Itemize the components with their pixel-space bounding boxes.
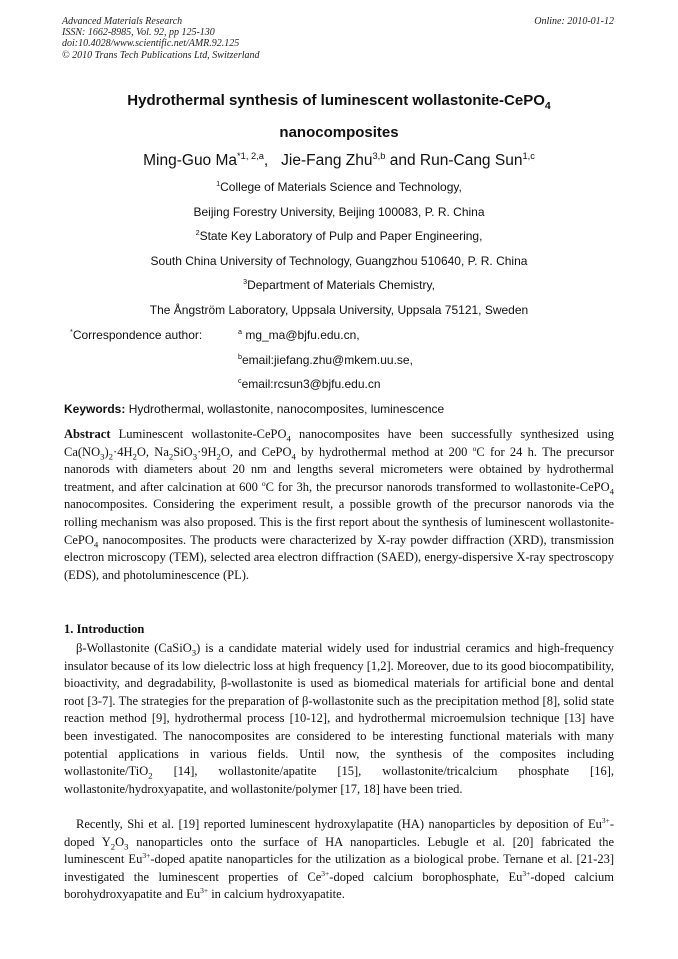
subscript: 4 bbox=[291, 451, 296, 462]
abstract-paragraph bbox=[64, 426, 614, 584]
author-and: and bbox=[385, 152, 420, 169]
abstract-text: by hydrothermal method at 200 bbox=[295, 444, 473, 459]
superscript: o bbox=[472, 443, 477, 453]
correspondence-email bbox=[238, 353, 413, 367]
body-text: [14], wollastonite/apatite [15], wollastonite/tricalcium phosphate [16], wollastonite/hydroxyapatite, and wollastonite/polymer [17, 18] have been tried. bbox=[64, 764, 614, 796]
affiliation-text: State Key Laboratory of Pulp and Paper Engineering, bbox=[199, 229, 483, 243]
superscript: 3+ bbox=[200, 886, 209, 896]
abstract-text: nanocomposites have been successfully synthesized using Ca(NO bbox=[64, 427, 614, 459]
body-text: β-Wollastonite (CaSiO bbox=[76, 641, 192, 655]
abstract-text: nanocomposites. Considering the experiment result, a possible growth of the precursor nanorods via the rolling mechanism was also proposed. This is the first report about the synthesis of luminescent wollastonite-CePO bbox=[64, 497, 614, 547]
superscript: 3+ bbox=[321, 868, 330, 878]
subscript: 4 bbox=[93, 539, 99, 550]
affiliation-line: Beijing Forestry University, Beijing 100083, P. R. China bbox=[193, 205, 485, 219]
paper-title-line1 bbox=[0, 92, 678, 112]
affiliation-text: College of Materials Science and Technology, bbox=[220, 180, 462, 194]
intro-paragraph-2 bbox=[64, 816, 614, 904]
affiliation-line: The Ångström Laboratory, Uppsala University, Uppsala 75121, Sweden bbox=[149, 303, 529, 317]
body-text: -doped calcium borophosphate, Eu bbox=[329, 869, 523, 884]
subscript: 3 bbox=[124, 841, 129, 852]
correspondence-label bbox=[70, 328, 202, 342]
author-3: Run-Cang Sun bbox=[419, 152, 523, 169]
superscript: 3+ bbox=[601, 815, 610, 825]
subscript: 4 bbox=[286, 433, 291, 444]
author-list bbox=[0, 152, 678, 170]
subscript: 3 bbox=[100, 451, 105, 462]
title-text: Hydrothermal synthesis of luminescent wollastonite-CePO bbox=[127, 92, 545, 109]
author-3-affil: 1,c bbox=[522, 150, 535, 161]
journal-name: Advanced Materials Research bbox=[62, 16, 183, 27]
intro-paragraph-1 bbox=[64, 640, 614, 798]
body-text: nanoparticles onto the surface of HA nanoparticles. Lebugle et al. [20] fabricated the luminescent Eu bbox=[64, 834, 614, 867]
author-1-affil: *1, 2,a bbox=[237, 150, 264, 161]
subscript: 2 bbox=[132, 451, 137, 462]
affiliation-line: South China University of Technology, Guangzhou 510640, P. R. China bbox=[150, 254, 528, 268]
subscript: 2 bbox=[216, 451, 221, 462]
body-text: -doped apatite nanoparticles for the utilization as a biological probe. Ternane et al. [21-23] investigated the luminescent properties of Ce bbox=[64, 852, 614, 884]
affiliation-marker: 2 bbox=[195, 228, 200, 237]
abstract-text: Luminescent wollastonite-CePO bbox=[110, 427, 287, 441]
affiliation-line bbox=[0, 278, 678, 292]
journal-header bbox=[62, 16, 260, 61]
superscript: 3+ bbox=[142, 851, 151, 861]
subscript: 2 bbox=[148, 770, 153, 781]
title-subscript: 4 bbox=[544, 100, 551, 112]
body-text: O bbox=[115, 834, 125, 849]
author-2: Jie-Fang Zhu bbox=[281, 152, 373, 169]
correspondence-email bbox=[238, 328, 360, 342]
body-text: in calcium hydroxyapatite. bbox=[208, 887, 345, 902]
journal-copyright: © 2010 Trans Tech Publications Ltd, Switzerland bbox=[62, 49, 260, 61]
subscript: 2 bbox=[108, 451, 114, 462]
author-2-affil: 3,b bbox=[372, 150, 386, 161]
superscript: o bbox=[261, 478, 266, 488]
abstract-text: O, Na bbox=[136, 444, 169, 459]
body-text: -doped Y bbox=[64, 817, 614, 849]
affiliation-marker: 1 bbox=[216, 179, 221, 188]
keywords-label: Keywords: bbox=[64, 402, 126, 416]
abstract-text: SiO bbox=[173, 444, 193, 459]
subscript: 4 bbox=[609, 486, 614, 497]
abstract-text: nanocomposites. The products were characterized by X-ray powder diffraction (XRD), transmission electron microscopy (TEM), selected area electron diffraction (SAED), energy-dispersive X-ray spectroscopy (EDS), and photoluminescence (PL). bbox=[64, 532, 614, 582]
body-text: -doped calcium borohydroxyapatite and Eu bbox=[64, 869, 614, 902]
correspondence-text: Correspondence author: bbox=[72, 328, 203, 342]
online-date: Online: 2010-01-12 bbox=[534, 16, 614, 27]
body-text: ) is a candidate material widely used for industrial ceramics and high-frequency insulator because of its low dielectric loss at high frequency [1,2]. Moreover, due to its good biocompatibility, bioactivity, and degradability, β-wollastonite is used as biomedical materials for artificial bone and dental root [3-7]. The strategies for the preparation of β-wollastonite such as the precipitation method [8], solid state reaction method [9], hydrothermal process [10-12], and hydrothermal microemulsion technique [13] have been investigated. The nanocomposites are considered to be interesting functional materials with many potential applications in various fields. Until now, the synthesis of the composites including wollastonite/TiO bbox=[64, 641, 614, 779]
subscript: 2 bbox=[168, 451, 174, 462]
abstract-text: ·4H bbox=[113, 444, 133, 459]
correspondence-email bbox=[238, 377, 381, 391]
email-text: email:rcsun3@bjfu.edu.cn bbox=[241, 377, 381, 391]
abstract-text: ·9H bbox=[197, 444, 217, 459]
paper-title-line2: nanocomposites bbox=[279, 124, 399, 141]
author-separator: , bbox=[263, 152, 282, 169]
affiliation-line bbox=[0, 229, 678, 243]
subscript: 3 bbox=[191, 647, 197, 658]
subscript: 3 bbox=[192, 451, 198, 462]
correspondence-star: * bbox=[70, 327, 73, 336]
journal-issn: ISSN: 1662-8985, Vol. 92, pp 125-130 bbox=[62, 27, 215, 39]
keywords-line bbox=[64, 402, 444, 416]
abstract-text: ) bbox=[104, 444, 109, 459]
subscript: 2 bbox=[110, 841, 116, 852]
author-1: Ming-Guo Ma bbox=[143, 152, 238, 169]
affiliation-text: Department of Materials Chemistry, bbox=[247, 278, 435, 292]
keywords-text: Hydrothermal, wollastonite, nanocomposites, luminescence bbox=[125, 402, 445, 416]
email-text: mg_ma@bjfu.edu.cn, bbox=[242, 328, 360, 342]
email-marker: b bbox=[238, 352, 242, 361]
superscript: 3+ bbox=[522, 868, 531, 878]
abstract-text: O, and CePO bbox=[220, 444, 292, 459]
email-text: email:jiefang.zhu@mkem.uu.se, bbox=[242, 353, 413, 367]
email-marker: c bbox=[238, 376, 242, 385]
abstract-label: Abstract bbox=[64, 427, 111, 441]
section-heading: 1. Introduction bbox=[64, 622, 145, 636]
abstract-text: C for 24 h. The precursor nanorods with diameters about 20 nm and lengths several micrometers were obtained by hydrothermal treatment, and after calcination at 600 bbox=[64, 444, 614, 494]
affiliation-line bbox=[0, 180, 678, 194]
body-text: Recently, Shi et al. [19] reported luminescent hydroxylapatite (HA) nanoparticles by deposition of Eu bbox=[76, 817, 602, 831]
email-marker: a bbox=[238, 327, 242, 336]
abstract-text: C for 3h, the precursor nanorods transformed to wollastonite-CePO bbox=[265, 479, 610, 494]
affiliation-marker: 3 bbox=[243, 277, 248, 286]
journal-doi: doi:10.4028/www.scientific.net/AMR.92.125 bbox=[62, 38, 240, 50]
